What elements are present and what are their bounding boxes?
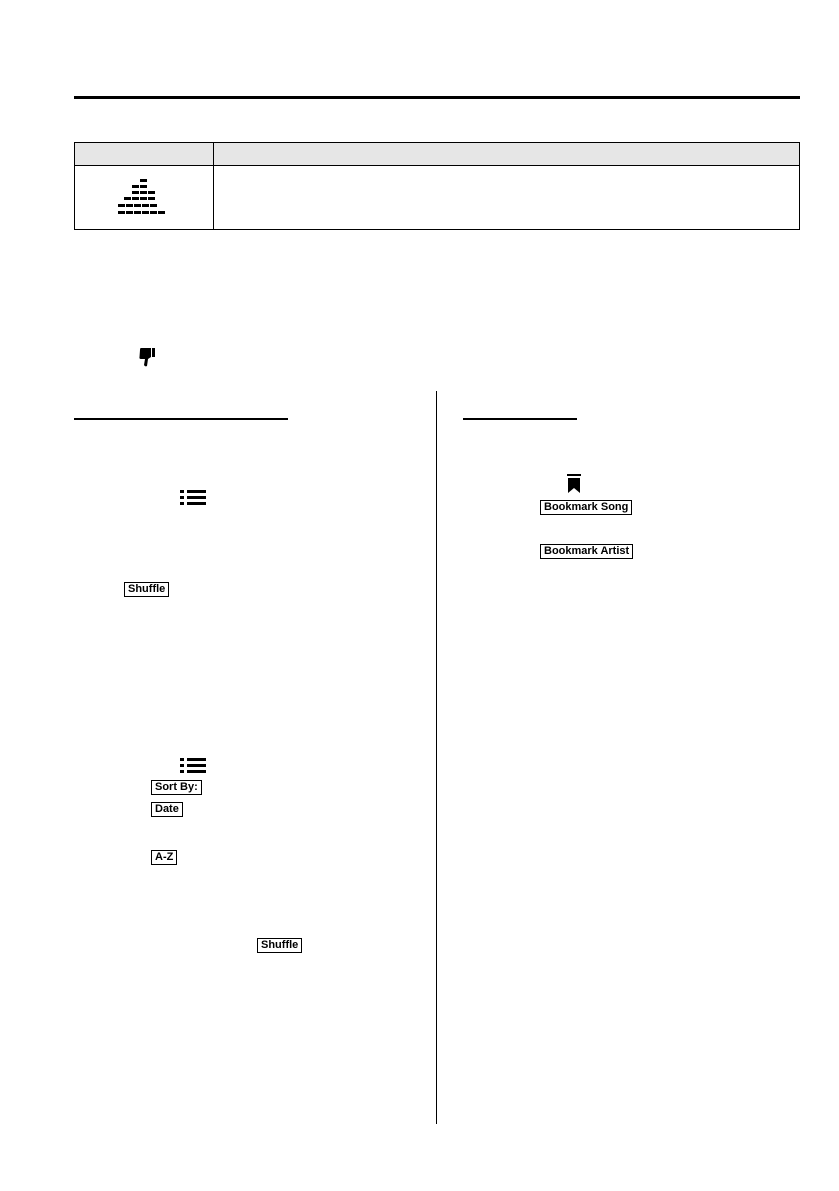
equalizer-bars-icon <box>118 178 170 222</box>
sort-date-button[interactable] <box>151 802 183 817</box>
shuffle-button[interactable] <box>124 582 169 597</box>
column-divider <box>436 391 437 1124</box>
shuffle-button-label: Shuffle <box>261 939 299 951</box>
sort-date-label: Date <box>155 803 179 815</box>
shuffle-button-label: Shuffle <box>128 583 166 595</box>
list-menu-icon <box>179 490 207 506</box>
icon-table <box>74 142 800 230</box>
bookmark-artist-button[interactable] <box>540 544 633 559</box>
bookmark-icon <box>567 474 581 494</box>
sort-az-label: A-Z <box>155 851 174 863</box>
bookmark-song-label: Bookmark Song <box>544 501 629 513</box>
shuffle-button[interactable] <box>257 938 302 953</box>
thumbs-down-icon <box>138 346 158 368</box>
table-column-divider <box>213 142 214 230</box>
left-heading-underline <box>74 418 288 420</box>
list-menu-icon <box>179 758 207 774</box>
right-heading-underline <box>463 418 577 420</box>
table-frame <box>74 142 800 230</box>
header-rule <box>74 96 800 99</box>
bookmark-song-button[interactable] <box>540 500 632 515</box>
bookmark-artist-label: Bookmark Artist <box>544 545 630 557</box>
sort-by-button[interactable] <box>151 780 202 795</box>
sort-az-button[interactable] <box>151 850 177 865</box>
sort-by-label: Sort By: <box>155 781 198 793</box>
